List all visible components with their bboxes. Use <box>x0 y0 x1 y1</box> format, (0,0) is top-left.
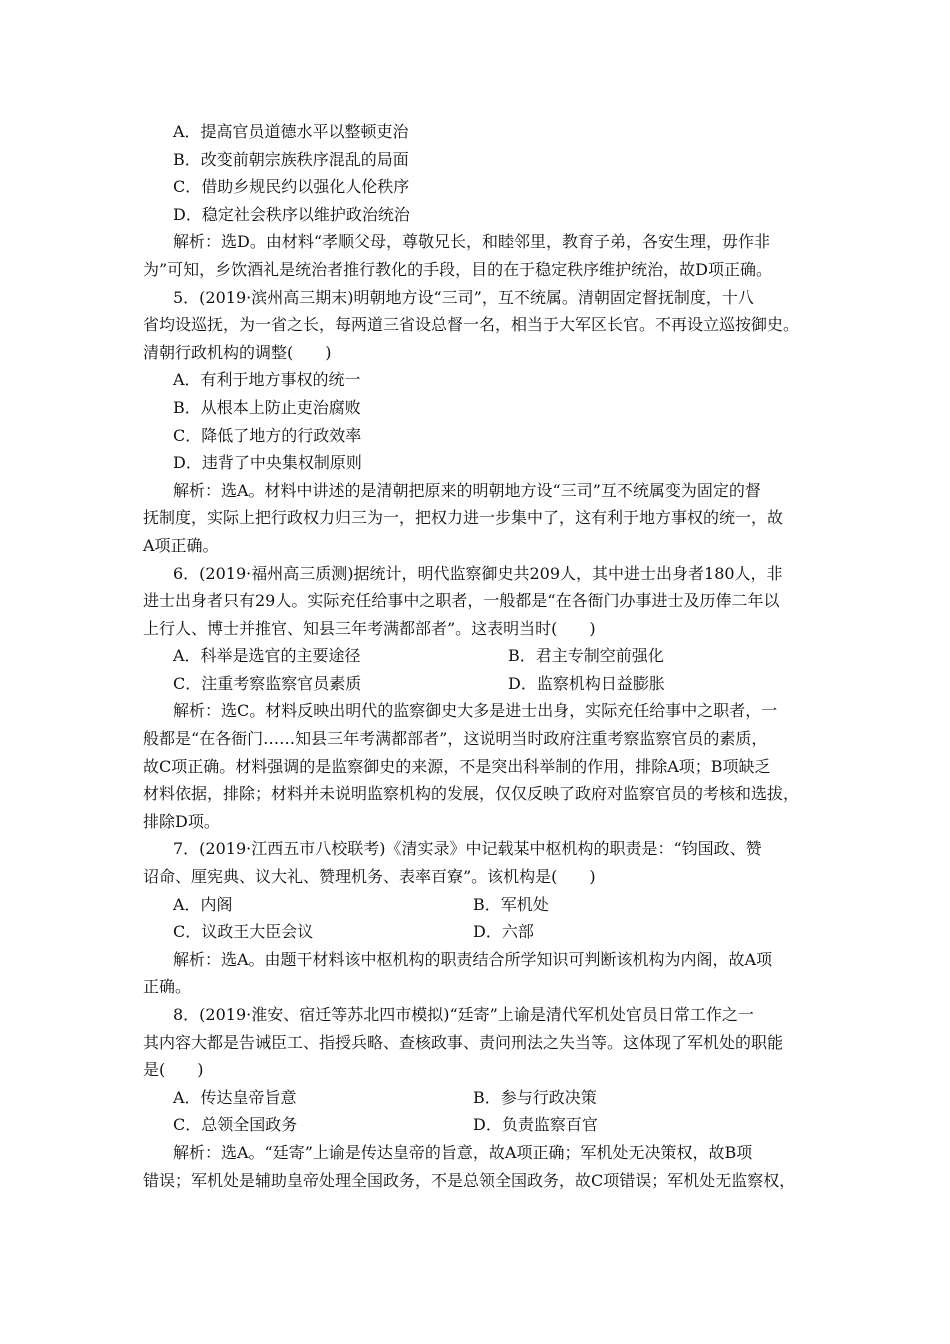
q8-analysis-line: 错误；军机处是辅助皇帝处理全国政务，不是总领全国政务，故C项错误；军机处无监察权， <box>143 1170 796 1190</box>
q6-analysis-line: 般都是“在各衙门……知县三年考满都部者”，这说明当时政府注重考察监察官员的素质， <box>143 729 768 749</box>
q5-option-a: A．有利于地方事权的统一 <box>173 370 361 390</box>
q8-option-d: D．负责监察百官 <box>473 1115 598 1135</box>
q8-stem-line: 其内容大都是告诫臣工、指授兵略、查核政事、责问刑法之失当等。这体现了军机处的职能 <box>143 1032 784 1052</box>
q4-analysis-line: 为”可知，乡饮酒礼是统治者推行教化的手段，目的在于稳定秩序维护统治，故D项正确。 <box>143 259 773 279</box>
q6-option-c: C．注重考察监察官员素质 <box>173 673 362 693</box>
q8-analysis-line: 解析：选A。“廷寄”上谕是传达皇帝的旨意，故A项正确；军机处无决策权，故B项 <box>173 1142 753 1162</box>
q5-analysis-line: 解析：选A。材料中讲述的是清朝把原来的明朝地方设“三司”互不统属变为固定的督 <box>173 480 761 500</box>
q7-stem <box>143 835 823 890</box>
q8-options-row <box>143 1084 823 1112</box>
page-content <box>143 118 823 1194</box>
q7-stem-line: 诏命、厘宪典、议大礼、赞理机务、表率百寮”。该机构是( ) <box>143 867 596 887</box>
q6-analysis <box>143 697 823 835</box>
q4-option-b: B．改变前朝宗族秩序混乱的局面 <box>173 149 409 169</box>
q5-stem-line: 5．(2019·滨州高三期末)明朝地方设“三司”，互不统属。清朝固定督抚制度，十八 <box>173 287 754 307</box>
q4-analysis-line: 解析：选D。由材料“孝顺父母，尊敬兄长，和睦邻里，教育子弟，各安生理，毋作非 <box>173 232 771 252</box>
q5-options <box>143 366 823 476</box>
q6-analysis-line: 解析：选C。材料反映出明代的监察御史大多是进士出身，实际充任给事中之职者，一 <box>173 701 778 721</box>
q8-stem <box>143 1001 823 1084</box>
q7-options <box>143 891 823 946</box>
q5-analysis-line: 抚制度，实际上把行政权力归三为一，把权力进一步集中了，这有利于地方事权的统一，故 <box>143 508 784 528</box>
q7-analysis <box>143 946 823 1001</box>
q7-option-d: D．六部 <box>473 922 534 942</box>
q7-options-row <box>143 891 823 919</box>
q8-options <box>143 1084 823 1139</box>
q6-option-d: D．监察机构日益膨胀 <box>508 673 665 693</box>
q7-analysis-line: 解析：选A。由题干材料该中枢机构的职责结合所学知识可判断该机构为内阁，故A项 <box>173 949 773 969</box>
q6-options <box>143 642 823 697</box>
q8-option-c: C．总领全国政务 <box>173 1115 298 1135</box>
q5-analysis-line: A项正确。 <box>143 535 219 555</box>
q5-stem-line: 清朝行政机构的调整( ) <box>143 342 332 362</box>
q8-option-a: A．传达皇帝旨意 <box>173 1087 297 1107</box>
q7-option-a: A．内阁 <box>173 894 233 914</box>
q5-stem-line: 省均设巡抚，为一省之长，每两道三省设总督一名，相当于大军区长官。不再设立巡按御史。 <box>143 315 800 335</box>
q6-options-row <box>143 642 823 670</box>
q5-option-c: C．降低了地方的行政效率 <box>173 425 362 445</box>
q6-options-row <box>143 670 823 698</box>
q7-options-row <box>143 918 823 946</box>
q6-analysis-line: 故C项正确。材料强调的是监察御史的来源，不是突出科举制的作用，排除A项；B项缺乏 <box>143 756 771 776</box>
q6-stem-line: 6．(2019·福州高三质测)据统计，明代监察御史共209人，其中进士出身者180人，非 <box>173 563 783 583</box>
q7-stem-line: 7．(2019·江西五市八校联考)《清实录》中记载某中枢机构的职责是：“钧国政、赞 <box>173 839 762 859</box>
q8-option-b: B．参与行政决策 <box>473 1087 597 1107</box>
q6-stem <box>143 560 823 643</box>
q4-options <box>143 118 823 228</box>
q4-option-a: A．提高官员道德水平以整顿吏治 <box>173 122 409 141</box>
q8-stem-line: 是( ) <box>143 1060 204 1080</box>
q4-analysis <box>143 228 823 283</box>
q7-option-c: C．议政王大臣会议 <box>173 922 314 942</box>
q8-analysis <box>143 1139 823 1194</box>
q4-option-c: C．借助乡规民约以强化人伦秩序 <box>173 177 410 197</box>
q7-analysis-line: 正确。 <box>143 977 192 997</box>
q5-stem <box>143 284 823 367</box>
q5-analysis <box>143 477 823 560</box>
q8-options-row <box>143 1111 823 1139</box>
q6-analysis-line: 材料依据，排除；材料并未说明监察机构的发展，仅仅反映了政府对监察官员的考核和选拔， <box>143 784 800 804</box>
q8-stem-line: 8．(2019·淮安、宿迁等苏北四市模拟)“廷寄”上谕是清代军机处官员日常工作之一 <box>173 1005 754 1024</box>
q6-stem-line: 上行人、博士并推官、知县三年考满都部者”。这表明当时( ) <box>143 618 596 638</box>
q7-option-b: B．军机处 <box>473 894 549 914</box>
q6-option-a: A．科举是选官的主要途径 <box>173 646 361 666</box>
q4-option-d: D．稳定社会秩序以维护政治统治 <box>173 204 410 224</box>
q6-option-b: B．君主专制空前强化 <box>508 646 664 666</box>
q5-option-d: D．违背了中央集权制原则 <box>173 453 362 473</box>
q5-option-b: B．从根本上防止吏治腐败 <box>173 397 361 417</box>
q6-stem-line: 进士出身者只有29人。实际充任给事中之职者，一般都是“在各衙门办事进士及历俸二年以 <box>143 591 780 611</box>
q6-analysis-line: 排除D项。 <box>143 811 220 831</box>
